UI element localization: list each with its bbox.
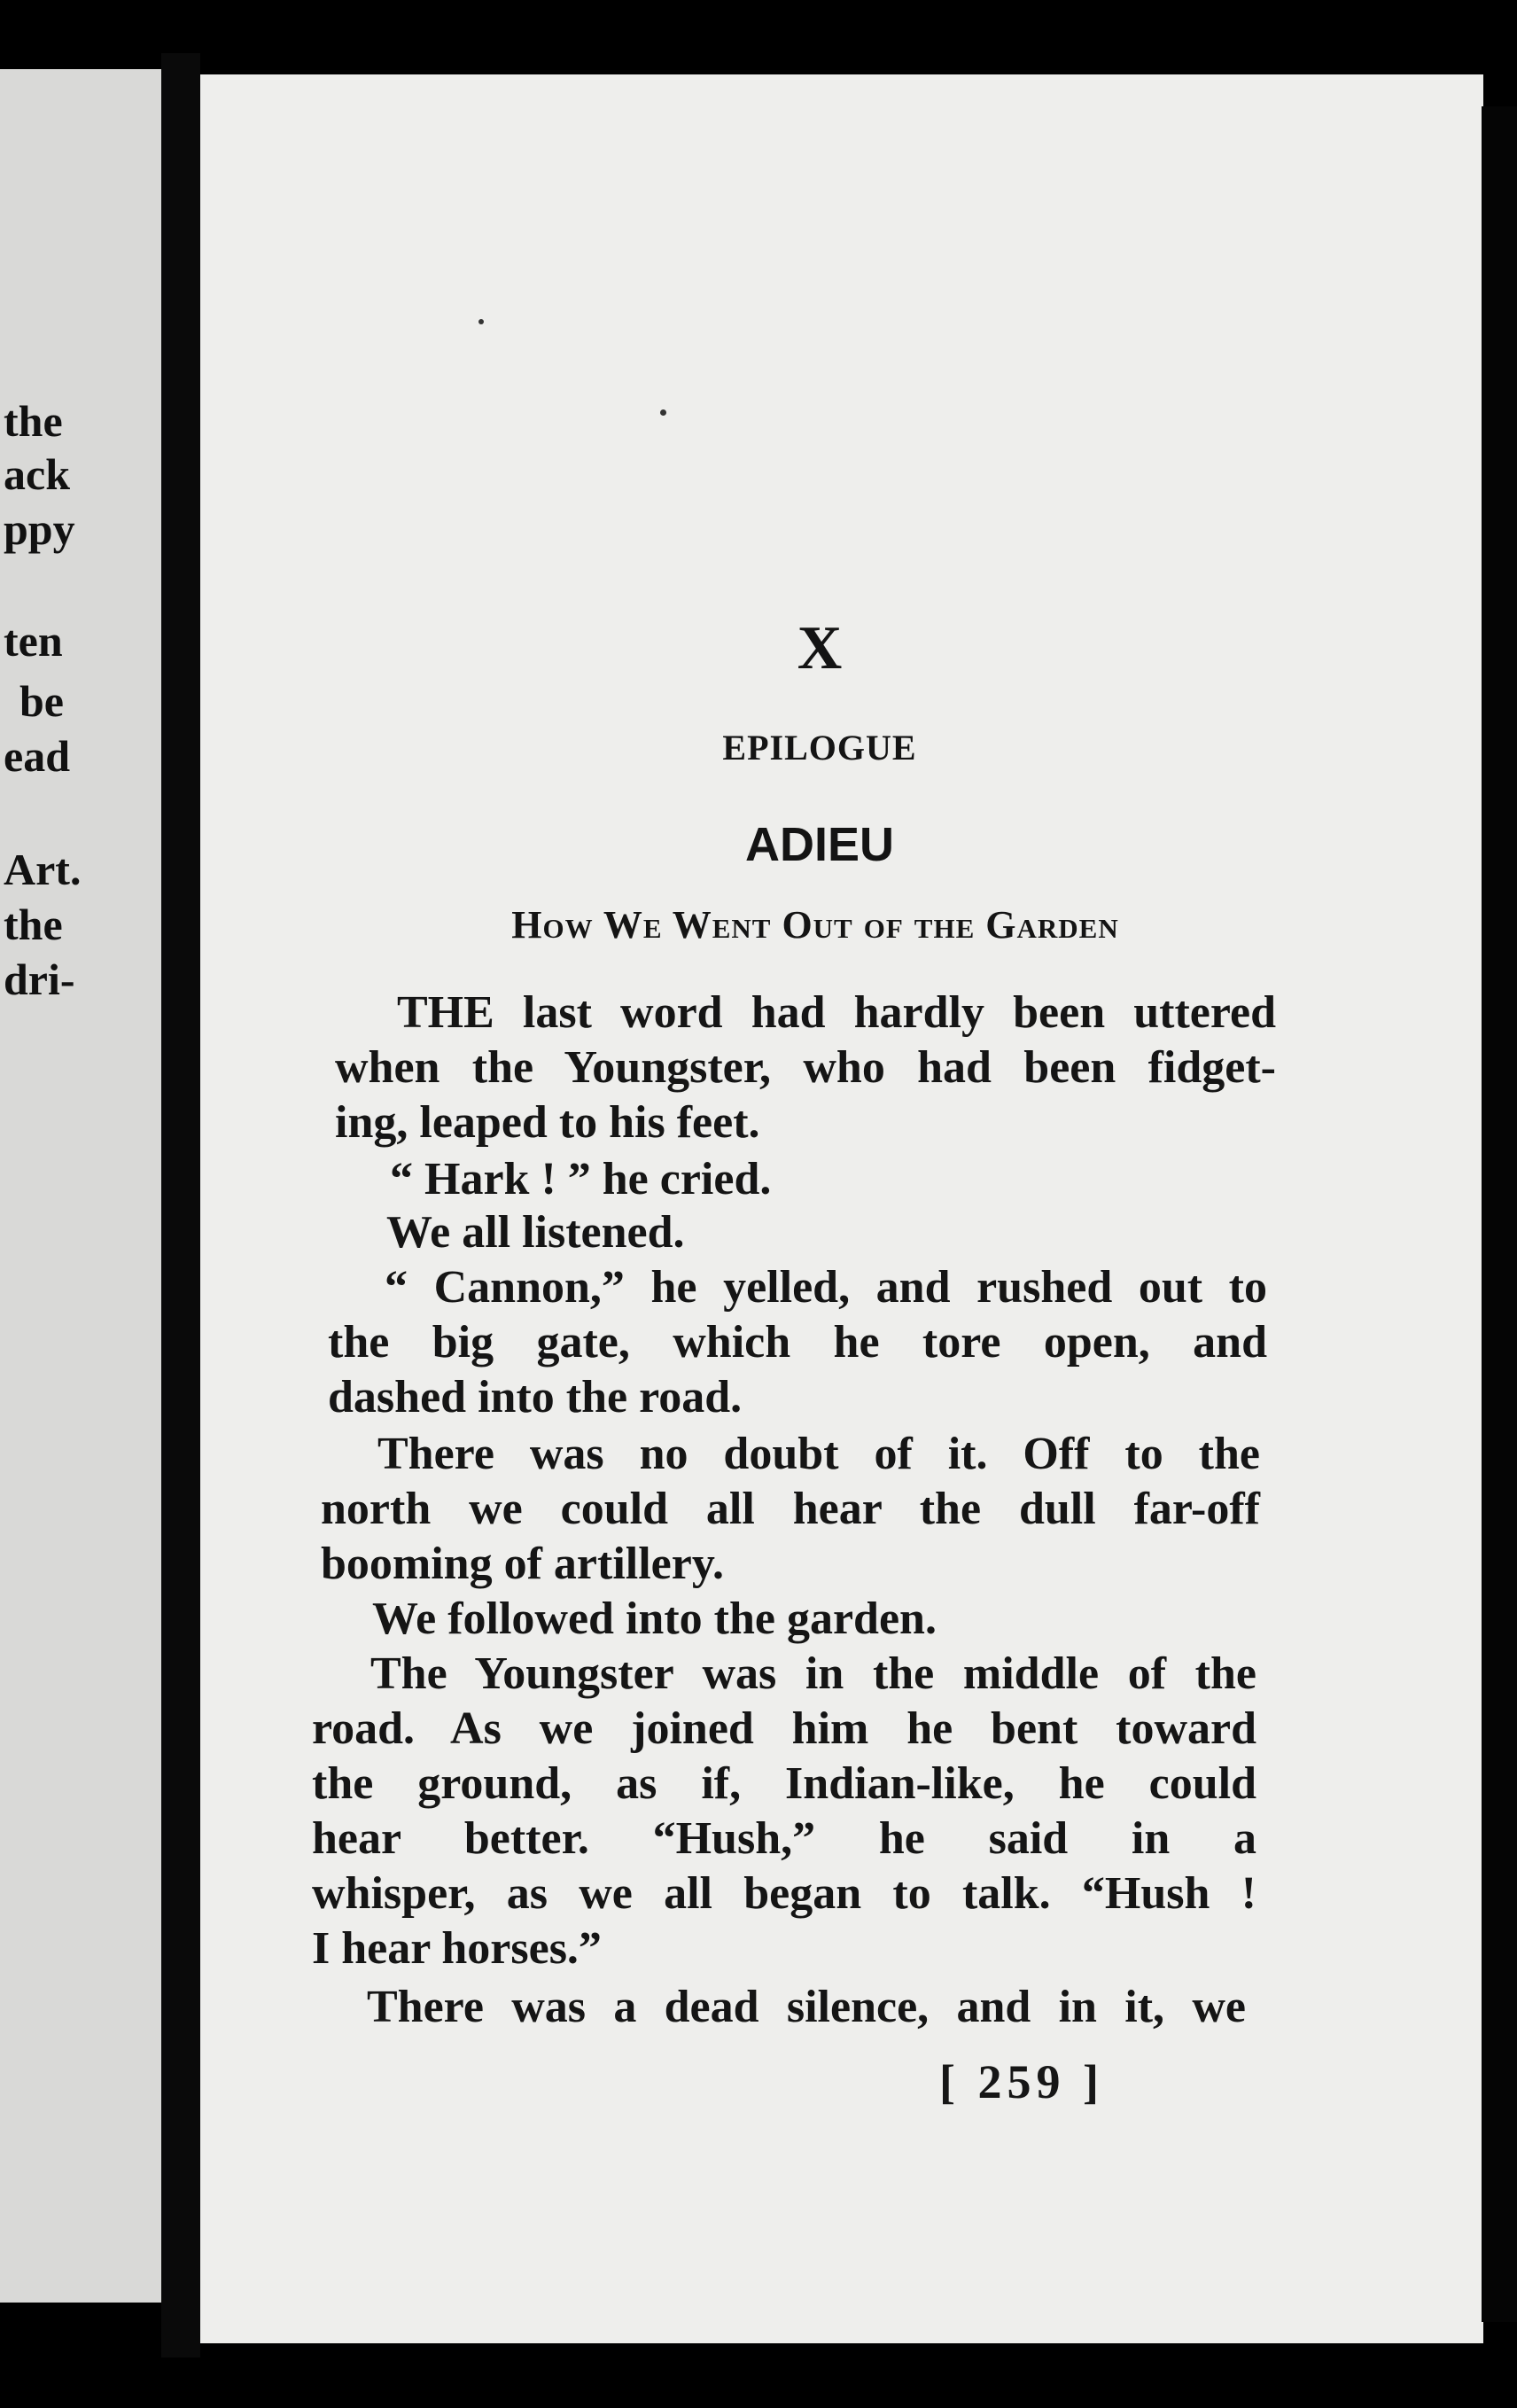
text-line: There was no doubt of it. Off to the (377, 1429, 1260, 1479)
paragraph (335, 986, 1276, 1150)
text-line: I hear horses.” (312, 1923, 602, 1974)
left-fragment: ppy (4, 504, 75, 554)
left-fragment: the (4, 900, 63, 949)
paper-speck (660, 409, 666, 416)
left-facing-page (0, 69, 161, 2303)
paragraph (386, 1205, 685, 1260)
page-edge-shadow (1482, 106, 1517, 2322)
text-line: when the Youngster, who had been fidget- (335, 1042, 1276, 1093)
text-line: road. As we joined him he bent toward (312, 1703, 1256, 1754)
text-line: the big gate, which he tore open, and (328, 1317, 1267, 1368)
paper-speck (478, 319, 484, 324)
text-line: “ Hark ! ” he cried. (390, 1154, 772, 1204)
text-line: north we could all hear the dull far-off (321, 1484, 1260, 1534)
paragraph (367, 1980, 1246, 2035)
chapter-title: ADIEU (744, 818, 894, 871)
paragraph (312, 1647, 1256, 1976)
text-line: The Youngster was in the middle of the (370, 1648, 1256, 1699)
paragraph (328, 1260, 1267, 1425)
text-line: There was a dead silence, and in it, we (367, 1982, 1246, 2032)
text-line: whisper, as we all began to talk. “Hush ! (312, 1868, 1256, 1919)
left-fragment: ack (4, 449, 70, 499)
book-gutter (161, 53, 200, 2357)
text-line: dashed into the road. (328, 1372, 743, 1422)
chapter-number: X (797, 614, 843, 682)
left-fragment: the (4, 396, 63, 446)
text-line: “ Cannon,” he yelled, and rushed out to (385, 1262, 1267, 1313)
left-fragment: be (19, 676, 64, 726)
chapter-heading: How We Went Out of the Garden (511, 903, 1119, 947)
paragraph (372, 1592, 937, 1647)
page-number: [ 259 ] (939, 2055, 1104, 2108)
left-fragment: ten (4, 616, 63, 666)
section-title: EPILOGUE (722, 728, 917, 768)
text-line: the ground, as if, Indian-like, he could (312, 1758, 1256, 1809)
text-line: THE last word had hardly been uttered (397, 987, 1276, 1038)
text-line: We all listened. (386, 1207, 685, 1258)
paragraph (390, 1152, 771, 1207)
left-fragment: Art. (4, 845, 82, 894)
left-fragment: dri- (4, 955, 75, 1004)
left-fragment: ead (4, 731, 70, 781)
text-line: ing, leaped to his feet. (335, 1097, 760, 1148)
text-line: booming of artillery. (321, 1539, 724, 1589)
text-line: We followed into the garden. (372, 1594, 937, 1644)
paragraph (321, 1427, 1260, 1592)
text-line: hear better. “Hush,” he said in a (312, 1813, 1256, 1864)
